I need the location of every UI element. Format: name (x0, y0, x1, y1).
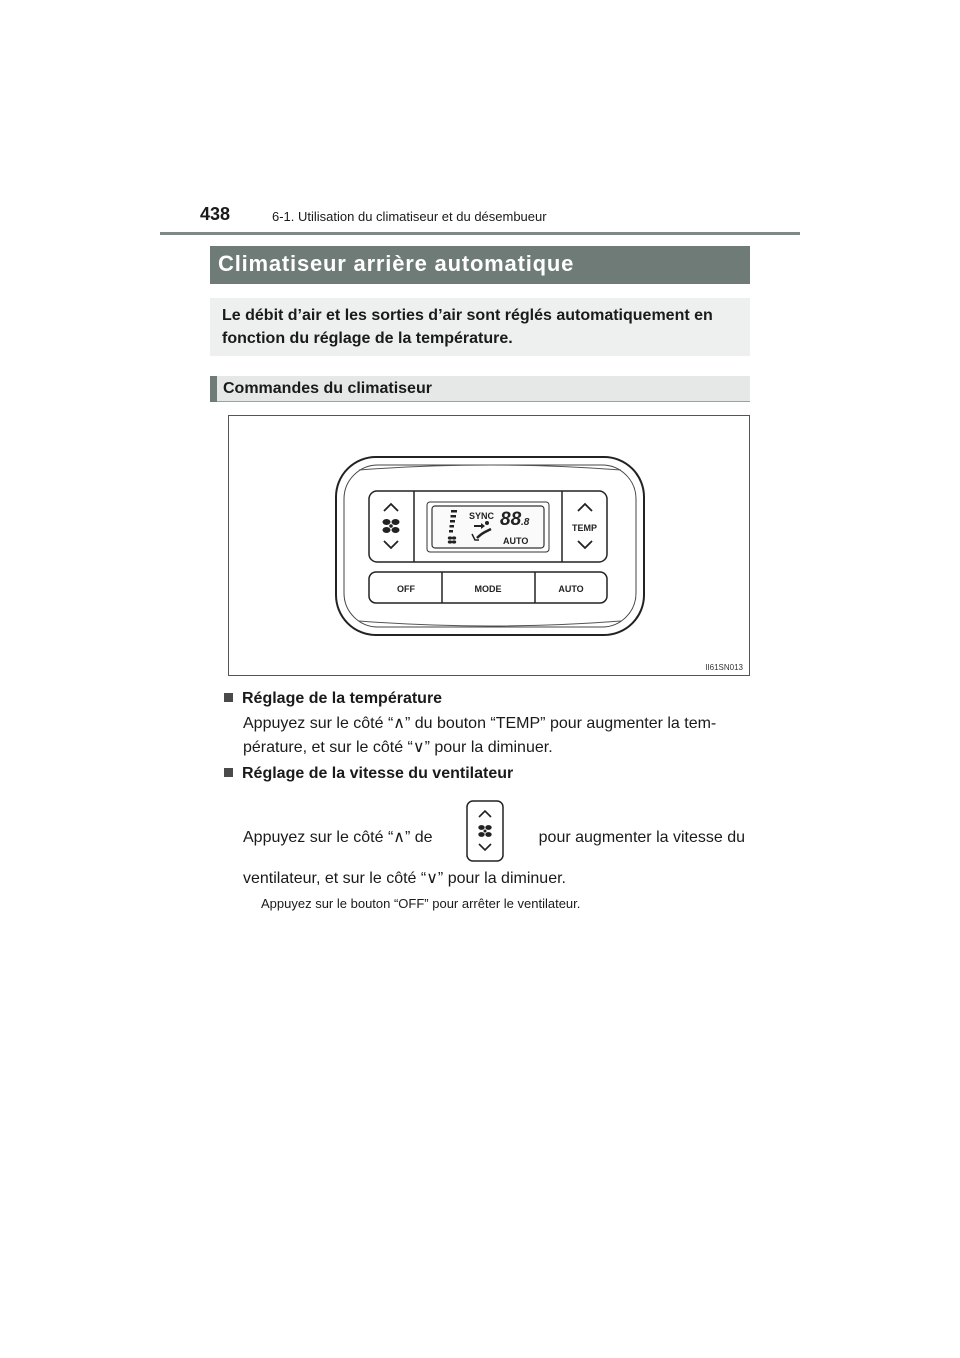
item-heading-fan-speed (224, 765, 513, 783)
item-heading-text: Réglage de la température (242, 690, 443, 707)
fan-button-illustration (466, 800, 504, 862)
control-panel-illustration (229, 416, 749, 675)
item-heading-temperature (224, 690, 442, 708)
page-number: 438 (200, 204, 231, 224)
header-rule (160, 232, 800, 235)
display-auto-label: AUTO (503, 536, 529, 546)
display-temperature-digits: 88 (500, 509, 522, 530)
auto-button[interactable]: AUTO (558, 584, 584, 594)
bezel-bottom-line (359, 621, 621, 626)
display-sync-label: SYNC (469, 511, 495, 521)
item-text-after-icon: pour augmenter la vitesse du (538, 829, 745, 846)
running-head: 6-1. Utilisation du climatiseur et du désembueur (272, 209, 547, 224)
display-temperature-decimal: .8 (521, 517, 530, 528)
mode-button[interactable]: MODE (474, 584, 502, 594)
item-heading-text: Réglage de la vitesse du ventilateur (242, 765, 514, 782)
bezel-top-line (359, 465, 621, 470)
section-accent (210, 376, 217, 402)
intro-text: Le débit d’air et les sorties d’air sont réglés automatiquement en fonction du réglage de la température. (222, 307, 713, 347)
item-text-line: pérature, et sur le côté “∨” pour la diminuer. (243, 739, 553, 756)
fan-button-inline-icon (466, 800, 504, 862)
item-text-line: Appuyez sur le côté “∧” du bouton “TEMP” pour augmenter la tem- (243, 715, 717, 732)
page-title: Climatiseur arrière automatique (218, 251, 575, 276)
square-bullet-icon (224, 693, 233, 702)
note-text: Appuyez sur le bouton “OFF” pour arrêter le ventilateur. (261, 896, 581, 911)
item-text-before-icon: Appuyez sur le côté “∧” de (243, 829, 433, 846)
off-button[interactable]: OFF (397, 584, 415, 594)
control-panel-figure (228, 415, 750, 676)
section-title: Commandes du climatiseur (223, 380, 432, 397)
item-text-line: ventilateur, et sur le côté “∨” pour la diminuer. (243, 870, 566, 887)
figure-code: II61SN013 (705, 663, 743, 672)
square-bullet-icon (224, 768, 233, 777)
temp-label: TEMP (572, 523, 598, 533)
